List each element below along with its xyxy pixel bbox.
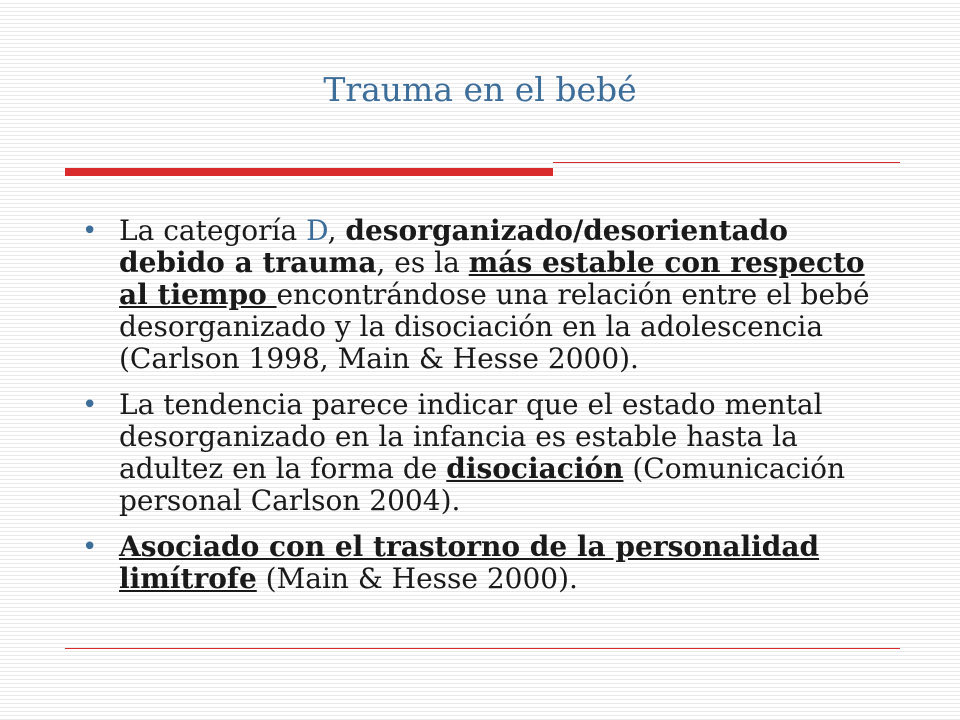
text-run-underlined: disociación bbox=[446, 452, 624, 485]
text-run: , es la bbox=[376, 246, 469, 279]
bullet-text bbox=[119, 214, 870, 375]
text-run-accent: D bbox=[306, 214, 328, 247]
bullet-item bbox=[82, 215, 902, 375]
title-underline-thick bbox=[65, 168, 553, 176]
bullet-list bbox=[82, 215, 902, 609]
text-run: encontrándose una relación entre el bebé desorganizado y la disociación en la adolescencia bbox=[119, 278, 870, 343]
citation: (Carlson 1998, Main & Hesse 2000). bbox=[119, 342, 639, 375]
bottom-divider bbox=[65, 648, 900, 649]
citation: (Main & Hesse 2000). bbox=[256, 562, 578, 595]
slide-title: Trauma en el bebé bbox=[323, 70, 637, 109]
bullet-item bbox=[82, 389, 902, 517]
bullet-icon: • bbox=[82, 216, 98, 246]
bullet-text bbox=[119, 388, 845, 517]
text-run: La tendencia parece indicar que el estado mental desorganizado en la infancia es estable hasta la adultez en la forma de bbox=[119, 388, 823, 485]
bullet-item bbox=[82, 531, 902, 595]
title-underline-thin bbox=[553, 162, 900, 163]
text-run-underlined: trastorno de la personalidad limítrofe bbox=[119, 530, 820, 595]
text-run-underlined: Asociado con el bbox=[119, 530, 374, 563]
bullet-icon: • bbox=[82, 390, 98, 420]
bullet-icon: • bbox=[82, 532, 98, 562]
citation: (Comunicación personal Carlson 2004). bbox=[119, 452, 846, 517]
bullet-text bbox=[119, 530, 819, 595]
text-run: , bbox=[327, 214, 346, 247]
text-run: La categoría bbox=[119, 214, 307, 247]
text-run-bold: desorganizado/desorientado debido a trauma bbox=[119, 214, 788, 279]
text-run-underlined: más estable con respecto al tiempo bbox=[119, 246, 865, 311]
